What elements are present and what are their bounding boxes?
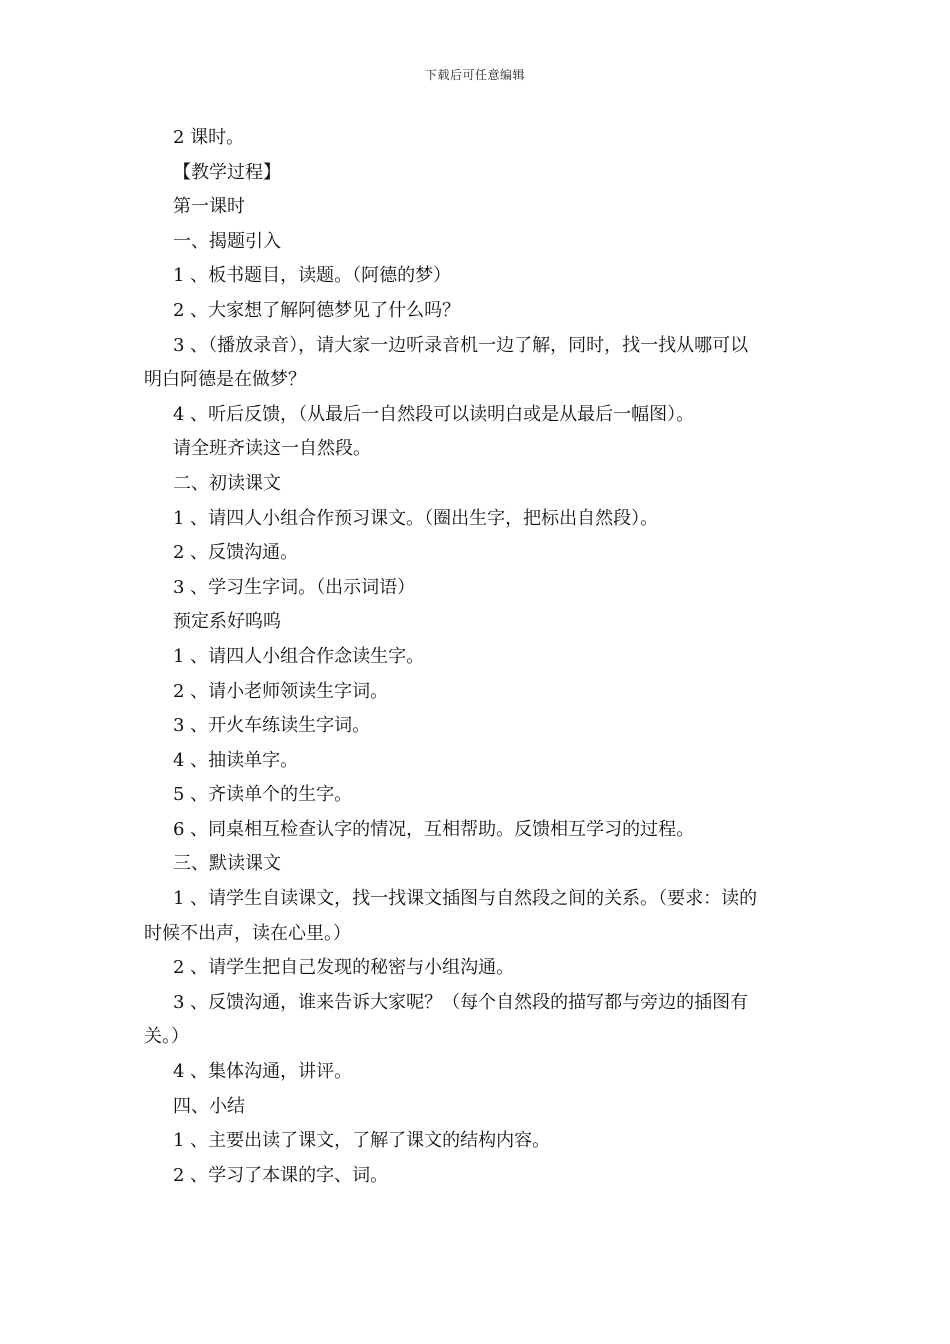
section-heading: 三、默读课文 <box>173 853 281 875</box>
list-item-continuation: 时候不出声，读在心里。） <box>144 922 351 944</box>
text-line: 预定系好呜呜 <box>173 611 281 633</box>
section-heading: 【教学过程】 <box>173 161 281 183</box>
list-item: 6 、同桌相互检查认字的情况，互相帮助。反馈相互学习的过程。 <box>173 818 695 840</box>
list-item: 1 、主要出读了课文，了解了课文的结构内容。 <box>173 1130 551 1152</box>
list-item: 3 、开火车练读生字词。 <box>173 715 371 737</box>
list-item: 1 、请学生自读课文，找一找课文插图与自然段之间的关系。（要求：读的 <box>173 888 758 910</box>
list-item: 1 、请四人小组合作预习课文。（圈出生字，把标出自然段）。 <box>173 507 659 529</box>
list-item: 2 、学习了本课的字、词。 <box>173 1164 389 1186</box>
section-heading: 二、初读课文 <box>173 472 281 494</box>
list-item: 2 、请学生把自己发现的秘密与小组沟通。 <box>173 957 515 979</box>
list-item: 1 、板书题目，读题。（阿德的梦） <box>173 265 452 287</box>
list-item: 4 、集体沟通，讲评。 <box>173 1061 353 1083</box>
section-heading: 四、小结 <box>173 1095 245 1117</box>
list-item: 3 、（播放录音），请大家一边听录音机一边了解，同时，找一找从哪可以 <box>173 334 749 356</box>
text-line: 2 课时。 <box>173 127 245 148</box>
list-item: 2 、请小老师领读生字词。 <box>173 680 389 702</box>
list-item: 5 、齐读单个的生字。 <box>173 784 353 806</box>
lesson-heading: 第一课时 <box>173 196 245 218</box>
list-item: 1 、请四人小组合作念读生字。 <box>173 645 425 667</box>
list-item-continuation: 关。） <box>144 1026 189 1048</box>
list-item: 2 、反馈沟通。 <box>173 542 299 564</box>
section-heading: 一、揭题引入 <box>173 230 281 252</box>
document-body <box>144 121 809 1193</box>
page-header: 下载后可任意编辑 <box>424 68 525 82</box>
list-item: 3 、学习生字词。（出示词语） <box>173 576 416 598</box>
list-item: 4 、抽读单字。 <box>173 749 299 771</box>
list-item: 3 、反馈沟通，谁来告诉大家呢？（每个自然段的描写都与旁边的插图有 <box>173 991 749 1013</box>
text-line: 请全班齐读这一自然段。 <box>173 438 371 460</box>
list-item: 4 、听后反馈，（从最后一自然段可以读明白或是从最后一幅图）。 <box>173 403 695 425</box>
list-item-continuation: 明白阿德是在做梦？ <box>144 369 306 391</box>
list-item: 2 、大家想了解阿德梦见了什么吗？ <box>173 299 461 321</box>
